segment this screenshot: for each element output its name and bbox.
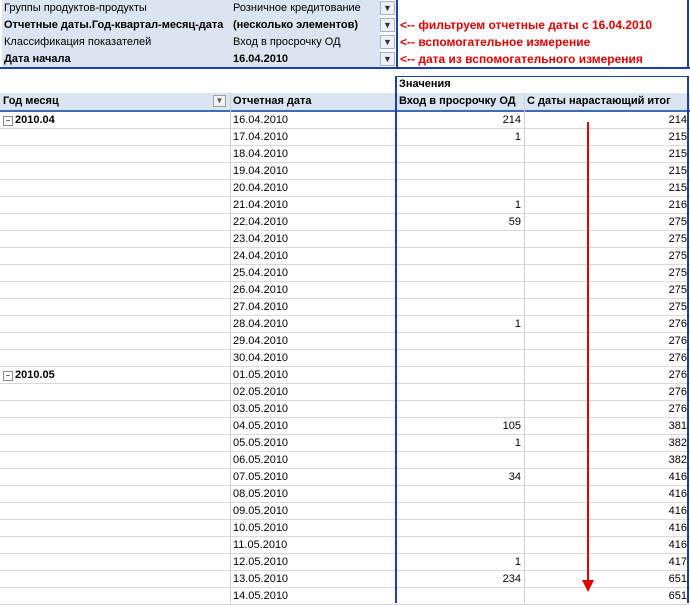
filter-label: Отчетные даты.Год-квартал-месяц-дата: [2, 17, 230, 34]
filter-value[interactable]: Вход в просрочку ОД: [230, 34, 380, 51]
report-date-cell: 01.05.2010: [233, 369, 289, 381]
filter-value[interactable]: 16.04.2010: [230, 51, 380, 68]
report-date-cell: 21.04.2010: [233, 199, 289, 211]
delinquency-entry-cell: 1: [514, 318, 521, 330]
dropdown-icon[interactable]: ▼: [213, 95, 226, 107]
cumulative-total-cell: 416: [668, 471, 687, 483]
cumulative-total-cell: 215: [668, 182, 687, 194]
cumulative-total-cell: 382: [668, 437, 687, 449]
year-month-cell: − 2010.05: [0, 367, 230, 383]
report-date-cell: 17.04.2010: [233, 131, 289, 143]
report-date-cell: 10.05.2010: [233, 522, 289, 534]
delinquency-entry-cell: 234: [502, 573, 521, 585]
report-date-cell: 04.05.2010: [233, 420, 289, 432]
report-date-cell: 25.04.2010: [233, 267, 289, 279]
filter-value[interactable]: (несколько элементов): [230, 17, 380, 34]
delinquency-entry-cell: 34: [508, 471, 521, 483]
cumulative-total-cell: 416: [668, 522, 687, 534]
cumulative-total-cell: 651: [668, 590, 687, 602]
cumulative-total-cell: 275: [668, 301, 687, 313]
cumulative-total-cell: 276: [668, 352, 687, 364]
cumulative-total-cell: 416: [668, 488, 687, 500]
delinquency-entry-cell: 1: [514, 199, 521, 211]
cumulative-total-cell: 275: [668, 267, 687, 279]
report-date-cell: 13.05.2010: [233, 573, 289, 585]
cumulative-total-cell: 416: [668, 539, 687, 551]
report-date-cell: 20.04.2010: [233, 182, 289, 194]
cumulative-total-cell: 214: [668, 114, 687, 126]
cumulative-total-cell: 276: [668, 318, 687, 330]
values-header: Значения: [399, 78, 451, 90]
delinquency-entry-cell: 1: [514, 556, 521, 568]
cumulative-total-cell: 417: [668, 556, 687, 568]
report-date-cell: 07.05.2010: [233, 471, 289, 483]
report-date-cell: 11.05.2010: [233, 539, 288, 551]
cumulative-total-cell: 276: [668, 403, 687, 415]
report-date-cell: 08.05.2010: [233, 488, 289, 500]
cumulative-total-cell: 215: [668, 165, 687, 177]
delinquency-entry-cell: 105: [502, 420, 521, 432]
cumulative-total-cell: 276: [668, 386, 687, 398]
report-date-cell: 12.05.2010: [233, 556, 289, 568]
cumulative-total-cell: 276: [668, 369, 687, 381]
cumulative-total-cell: 382: [668, 454, 687, 466]
col-header-year-month[interactable]: Год месяц ▼: [0, 93, 230, 110]
year-month-cell: − 2010.04: [0, 112, 230, 128]
collapse-icon[interactable]: −: [3, 116, 13, 126]
report-date-cell: 24.04.2010: [233, 250, 289, 262]
delinquency-entry-cell: 1: [514, 131, 521, 143]
report-date-cell: 22.04.2010: [233, 216, 289, 228]
report-date-cell: 02.05.2010: [233, 386, 289, 398]
cumulative-total-cell: 216: [668, 199, 687, 211]
report-date-cell: 23.04.2010: [233, 233, 289, 245]
annotation-note: <-- фильтруем отчетные даты с 16.04.2010: [400, 18, 653, 32]
report-date-cell: 14.05.2010: [233, 590, 289, 602]
col-header-report-date: Отчетная дата: [233, 95, 312, 107]
report-date-cell: 18.04.2010: [233, 148, 289, 160]
report-date-cell: 19.04.2010: [233, 165, 289, 177]
filter-icon[interactable]: ▼: [380, 18, 395, 32]
report-date-cell: 28.04.2010: [233, 318, 289, 330]
filter-label: Классификация показателей: [2, 34, 230, 51]
cumulative-total-cell: 416: [668, 505, 687, 517]
report-date-cell: 29.04.2010: [233, 335, 289, 347]
collapse-icon[interactable]: −: [3, 371, 13, 381]
col-header-cumulative-total: С даты нарастающий итог: [527, 95, 671, 107]
filter-icon[interactable]: ▼: [380, 35, 395, 49]
report-date-cell: 09.05.2010: [233, 505, 289, 517]
filter-value[interactable]: Розничное кредитование: [230, 0, 380, 17]
delinquency-entry-cell: 1: [514, 437, 521, 449]
filter-label: Дата начала: [2, 51, 230, 68]
cumulative-total-cell: 651: [668, 573, 687, 585]
report-date-cell: 16.04.2010: [233, 114, 289, 126]
annotation-note: <-- дата из вспомогательного измерения: [400, 52, 643, 66]
cumulative-total-cell: 275: [668, 216, 687, 228]
report-date-cell: 06.05.2010: [233, 454, 289, 466]
cumulative-total-cell: 215: [668, 148, 687, 160]
filter-icon[interactable]: ▼: [380, 52, 395, 66]
report-date-cell: 26.04.2010: [233, 284, 289, 296]
col-header-delinquency-entry: Вход в просрочку ОД: [399, 95, 516, 107]
cumulative-total-cell: 276: [668, 335, 687, 347]
cumulative-total-cell: 275: [668, 284, 687, 296]
report-date-cell: 03.05.2010: [233, 403, 289, 415]
annotation-note: <-- вспомогательное измерение: [400, 35, 591, 49]
report-date-cell: 05.05.2010: [233, 437, 289, 449]
cumulative-total-cell: 275: [668, 233, 687, 245]
delinquency-entry-cell: 214: [502, 114, 521, 126]
report-date-cell: 27.04.2010: [233, 301, 289, 313]
cumulative-total-cell: 215: [668, 131, 687, 143]
filter-icon[interactable]: ▼: [380, 1, 395, 15]
report-date-cell: 30.04.2010: [233, 352, 289, 364]
delinquency-entry-cell: 59: [508, 216, 521, 228]
cumulative-total-cell: 381: [668, 420, 687, 432]
filter-label: Группы продуктов-продукты: [2, 0, 230, 17]
cumulative-total-cell: 275: [668, 250, 687, 262]
